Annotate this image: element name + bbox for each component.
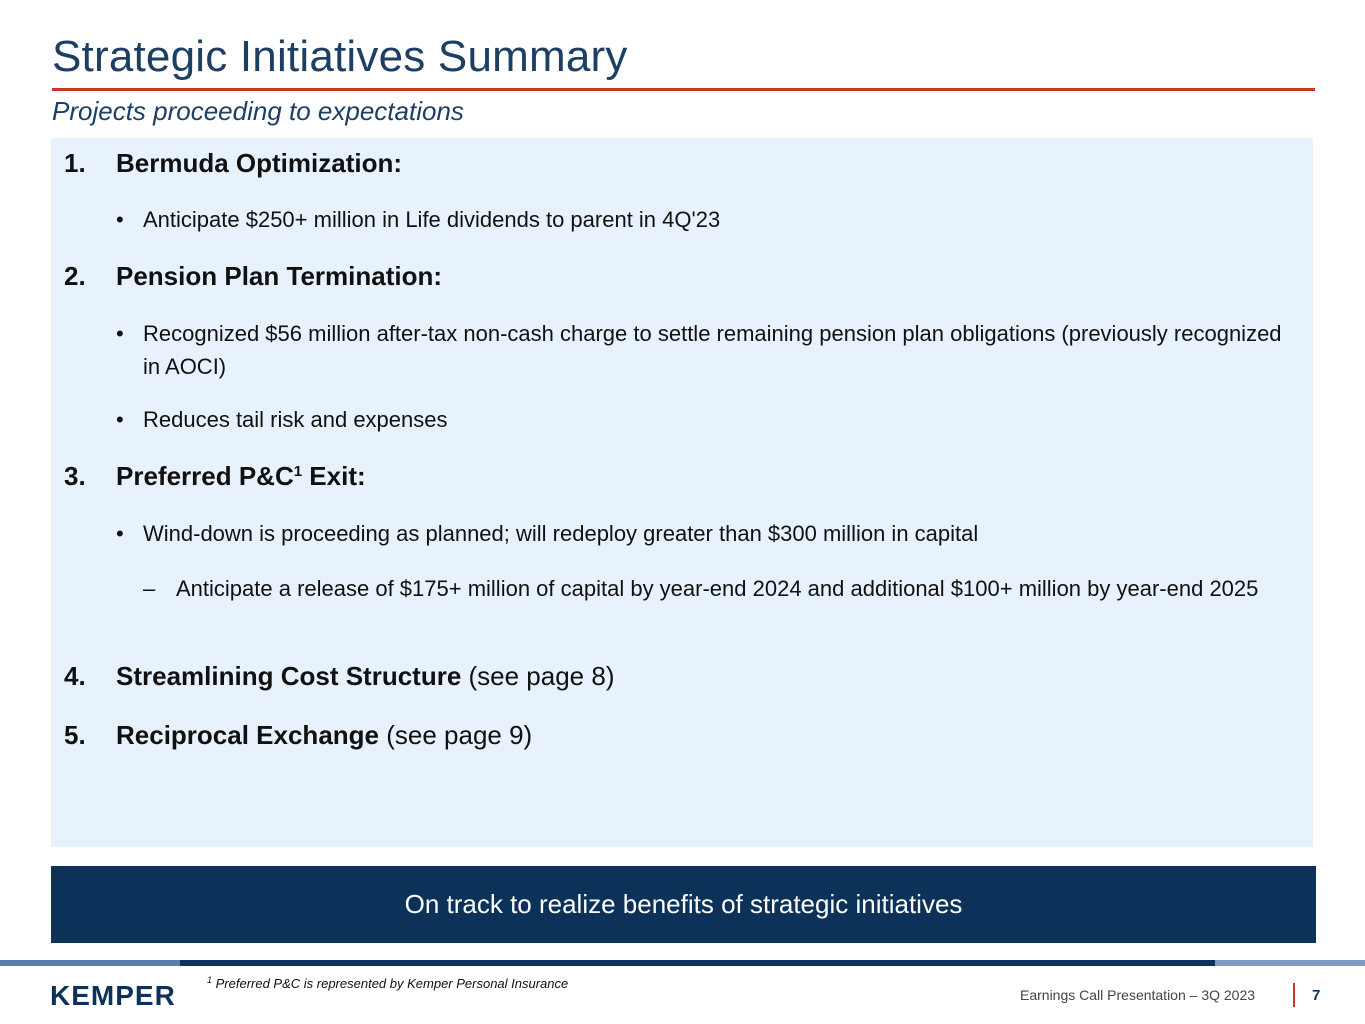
initiative-number: 1.	[64, 148, 86, 178]
initiative-label: Reciprocal Exchange	[116, 720, 379, 750]
initiative-number: 3.	[64, 461, 86, 491]
page-reference: (see page 8)	[461, 661, 615, 691]
kemper-logo: KEMPER	[50, 980, 176, 1011]
footnote-marker: 1	[293, 463, 303, 480]
bullet-marker: •	[116, 207, 124, 232]
bullet-marker: •	[116, 407, 124, 432]
bullet-marker: •	[116, 321, 124, 346]
initiative-label: Streamlining Cost Structure	[116, 661, 462, 691]
initiative-number: 5.	[64, 720, 86, 750]
dash-marker: –	[143, 576, 156, 601]
initiative-label: Pension Plan Termination:	[116, 261, 443, 291]
page-number: 7	[1312, 987, 1321, 1004]
bullet-text: Reduces tail risk and expenses	[143, 407, 448, 432]
presentation-label: Earnings Call Presentation – 3Q 2023	[1020, 987, 1256, 1003]
page-reference: (see page 9)	[379, 720, 533, 750]
page-title: Strategic Initiatives Summary	[52, 32, 628, 81]
sub-bullet-text: Anticipate a release of $175+ million of capital by year-end 2024 and additional $100+ million by year-end 2025	[176, 576, 1259, 601]
bullet-text: Anticipate $250+ million in Life dividends to parent in 4Q'23	[143, 207, 721, 232]
footnote: $^1$ Preferred P&C is represented by Kemper Personal Insurance	[207, 975, 569, 991]
initiative-number: 4.	[64, 661, 86, 691]
summary-banner	[51, 866, 1316, 943]
initiative-label: Preferred $P\&C^1$ Exit:	[116, 461, 366, 491]
title-divider	[52, 88, 1315, 91]
bullet-text: Recognized $56 million after-tax non-cash charge to settle remaining pension plan obligations (previously recognized in AOCI)	[143, 321, 1282, 379]
initiative-number: 2.	[64, 261, 86, 291]
bullet-marker: •	[116, 521, 124, 546]
banner-text: On track to realize benefits of strategic initiatives	[404, 889, 963, 919]
bullet-text: Wind-down is proceeding as planned; will redeploy greater than $300 million in capital	[143, 521, 979, 546]
initiative-label: Bermuda Optimization:	[116, 148, 403, 178]
page-subtitle: Projects proceeding to expectations	[52, 96, 464, 126]
footer-divider	[1293, 983, 1295, 1007]
footer-band	[0, 960, 1365, 966]
